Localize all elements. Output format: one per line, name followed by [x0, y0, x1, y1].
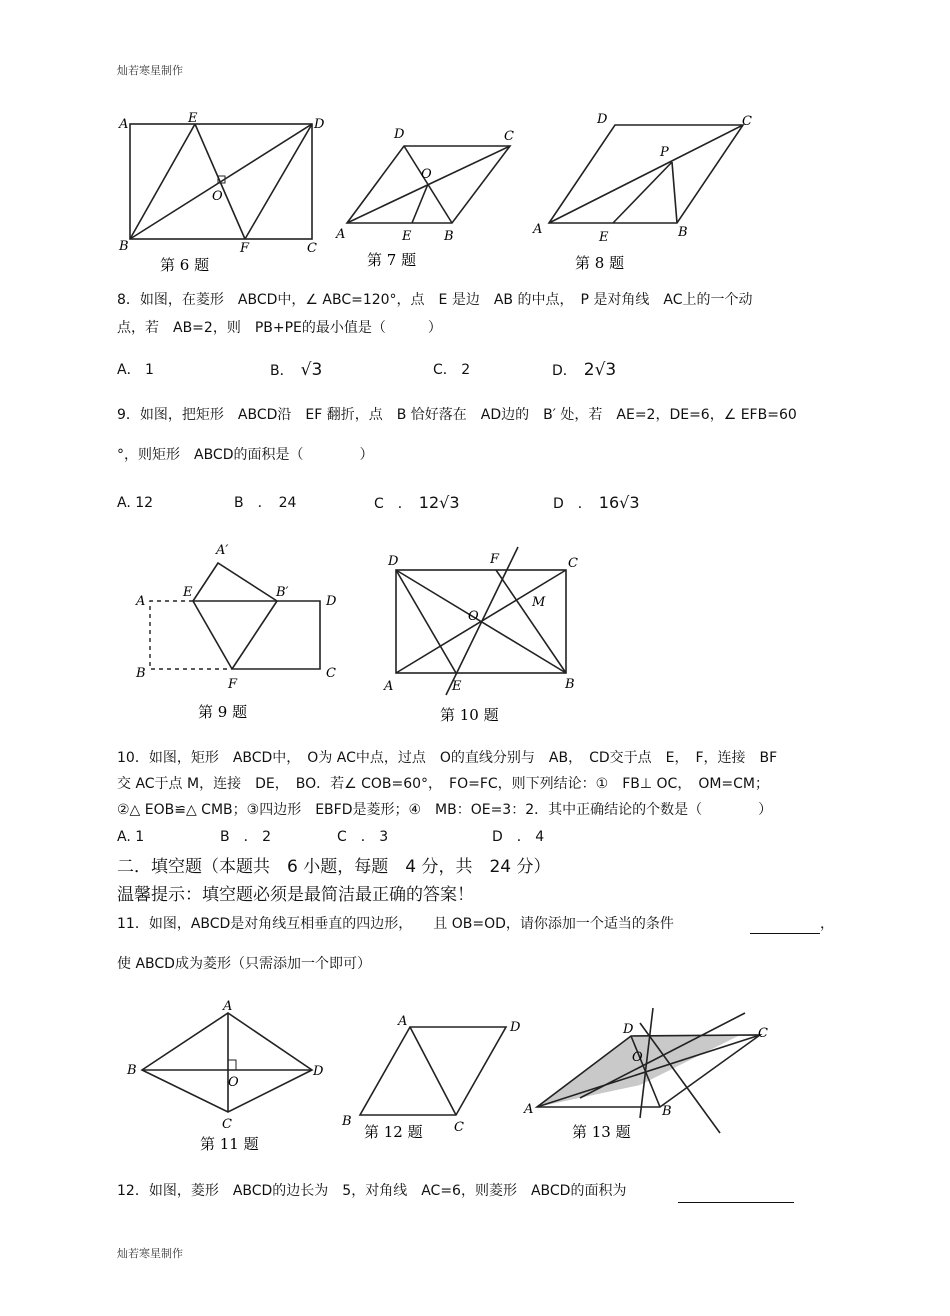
fig13-label-d: D	[623, 1022, 634, 1037]
q8-line-1: 8．如图，在菱形 ABCD中，∠ ABC=120°，点 E 是边 AB 的中点， P 是对角线 AC上的一个动	[117, 292, 753, 308]
fig13-caption: 第 13 题	[572, 1123, 631, 1141]
q10-option-b: B ． 2	[220, 829, 271, 845]
fig6-caption: 第 6 题	[160, 256, 210, 274]
fig12-label-b: B	[342, 1114, 352, 1129]
fig8-label-p: P	[660, 145, 669, 160]
fig7-caption: 第 7 题	[367, 251, 417, 269]
figure-10	[378, 543, 593, 728]
fig10-label-f: F	[490, 552, 500, 567]
fig10-label-m: M	[532, 595, 546, 610]
q11-line-1: 11．如图，ABCD是对角线互相垂直的四边形， 且 OB=OD，请你添加一个适当的条件	[117, 916, 674, 932]
fig9-label-d: D	[326, 594, 337, 609]
fig12-label-c: C	[454, 1120, 464, 1135]
fig7-label-e: E	[402, 229, 412, 244]
fig13-label-b: B	[662, 1104, 672, 1119]
q11-line-2: 使 ABCD成为菱形（只需添加一个即可）	[117, 956, 371, 972]
q11-answer-blank[interactable]: ，	[750, 914, 834, 934]
q9-option-d: D ． 16√3	[553, 493, 640, 512]
page-footer: 灿若寒星制作	[117, 1247, 183, 1260]
q10-option-d: D ． 4	[492, 829, 545, 845]
fig9-label-aprime: A′	[216, 543, 229, 558]
q9-option-b: B ． 24	[234, 495, 297, 511]
fig9-label-b: B	[136, 666, 146, 681]
fig12-caption: 第 12 题	[364, 1123, 423, 1141]
fig9-label-c: C	[326, 666, 336, 681]
fig13-label-o: O	[632, 1050, 643, 1065]
fig9-caption: 第 9 题	[198, 703, 248, 721]
fig7-label-o: O	[421, 167, 432, 182]
fig6-label-e: E	[188, 112, 198, 126]
fig10-caption: 第 10 题	[440, 706, 499, 724]
fig11-caption: 第 11 题	[200, 1135, 259, 1153]
fig7-label-d: D	[394, 127, 405, 142]
fig11-label-b: B	[127, 1063, 137, 1078]
q10-line-1: 10．如图，矩形 ABCD中， O为 AC中点，过点 O的直线分别与 AB， CD交于点 E， F，连接 BF	[117, 750, 778, 766]
fig12-label-d: D	[510, 1020, 521, 1035]
fig10-label-o: O	[468, 609, 479, 624]
fig13-label-a: A	[524, 1102, 534, 1117]
figure-8	[527, 108, 762, 278]
fig8-label-d: D	[597, 112, 608, 127]
q8-option-b: B． √3	[270, 360, 323, 380]
q10-line-2: 交 AC于点 M，连接 DE， BO．若∠ COB=60°， FO=FC，则下列结论：① FB⊥ OC， OM=CM；	[117, 776, 769, 792]
section-2-title: 二．填空题（本题共 6 小题，每题 4 分，共 24 分）	[117, 857, 551, 877]
figure-11	[118, 997, 333, 1157]
fig7-label-b: B	[444, 229, 454, 244]
q8-line-2: 点，若 AB=2，则 PB+PE的最小值是（ ）	[117, 320, 442, 336]
fig10-label-c: C	[568, 556, 578, 571]
fig6-label-a: A	[119, 117, 129, 132]
fig8-label-b: B	[678, 225, 688, 240]
q8-option-d: D． 2√3	[552, 360, 617, 380]
figure-9	[130, 538, 350, 728]
fig8-label-c: C	[742, 114, 752, 129]
q8-option-c: C． 2	[433, 362, 471, 378]
q9-line-1: 9．如图，把矩形 ABCD沿 EF 翻折，点 B 恰好落在 AD边的 B′ 处，若 AE=2，DE=6，∠ EFB=60	[117, 407, 797, 423]
fig6-label-f: F	[240, 241, 250, 256]
figure-12	[338, 1011, 533, 1146]
fig9-label-bprime: B′	[276, 585, 289, 600]
fig6-label-c: C	[307, 241, 317, 256]
figure-6	[115, 112, 330, 277]
figure-7	[332, 118, 532, 273]
fig11-label-c: C	[222, 1117, 232, 1132]
fig10-label-d: D	[388, 554, 399, 569]
q10-line-3: ②△ EOB≌△ CMB；③四边形 EBFD是菱形；④ MB：OE=3：2．其中正确结论的个数是（ ）	[117, 802, 773, 818]
q10-option-c: C ． 3	[337, 829, 389, 845]
fig11-label-d: D	[313, 1064, 324, 1079]
fig10-label-e: E	[452, 679, 462, 694]
fig11-label-o: O	[228, 1075, 239, 1090]
q9-option-a: A. 12	[117, 495, 154, 511]
q12-answer-blank[interactable]	[678, 1183, 794, 1203]
fig9-label-a: A	[136, 594, 146, 609]
fig12-label-a: A	[398, 1014, 408, 1029]
fig7-label-a: A	[336, 227, 346, 242]
figure-13	[520, 1003, 780, 1148]
fig6-label-b: B	[119, 239, 129, 254]
q9-option-c: C ． 12√3	[374, 493, 460, 512]
fig10-label-b: B	[565, 677, 575, 692]
fig9-label-e: E	[183, 585, 193, 600]
q10-option-a: A. 1	[117, 829, 145, 845]
fig8-label-e: E	[599, 230, 609, 245]
fig13-label-c: C	[758, 1026, 768, 1041]
q12-line-1: 12．如图，菱形 ABCD的边长为 5，对角线 AC=6，则菱形 ABCD的面积为	[117, 1183, 627, 1199]
section-2-tip: 温馨提示：填空题必须是最简洁最正确的答案！	[117, 885, 474, 905]
page-header: 灿若寒星制作	[117, 64, 183, 77]
fig7-label-c: C	[504, 129, 514, 144]
q9-line-2: °，则矩形 ABCD的面积是（ ）	[117, 447, 374, 463]
fig6-label-o: O	[212, 189, 223, 204]
fig9-label-f: F	[228, 677, 238, 692]
fig6-label-d: D	[314, 117, 325, 132]
q8-option-a: A． 1	[117, 362, 154, 378]
fig8-caption: 第 8 题	[575, 254, 625, 272]
fig10-label-a: A	[384, 679, 394, 694]
fig11-label-a: A	[223, 999, 233, 1014]
fig8-label-a: A	[533, 222, 543, 237]
